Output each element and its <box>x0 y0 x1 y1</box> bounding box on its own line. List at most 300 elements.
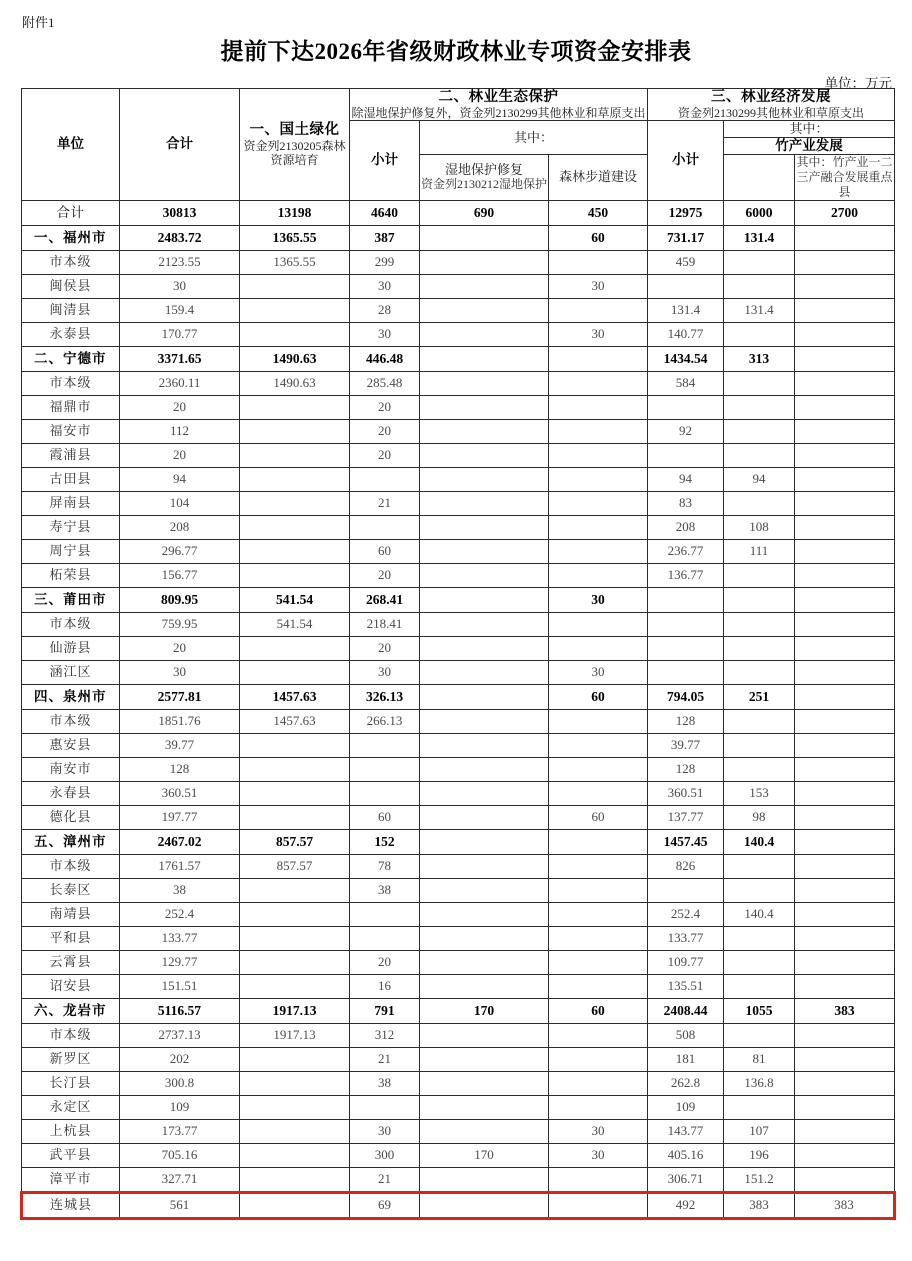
cell-value: 173.77 <box>120 1119 240 1143</box>
cell-value <box>549 926 648 950</box>
cell-value <box>549 1047 648 1071</box>
cell-value: 94 <box>120 467 240 491</box>
cell-value <box>724 660 795 684</box>
row-label: 市本级 <box>22 709 120 733</box>
cell-value: 327.71 <box>120 1167 240 1192</box>
cell-value <box>549 781 648 805</box>
cell-value <box>648 660 724 684</box>
cell-value <box>795 1095 895 1119</box>
row-label: 福安市 <box>22 419 120 443</box>
cell-value: 1434.54 <box>648 346 724 371</box>
table-row <box>22 563 895 587</box>
row-label: 上杭县 <box>22 1119 120 1143</box>
cell-value: 94 <box>648 467 724 491</box>
cell-value: 405.16 <box>648 1143 724 1167</box>
cell-value <box>350 515 420 539</box>
cell-value <box>648 274 724 298</box>
cell-value <box>795 539 895 563</box>
cell-value: 1457.63 <box>240 684 350 709</box>
cell-value: 218.41 <box>350 612 420 636</box>
cell-value: 809.95 <box>120 587 240 612</box>
cell-value <box>420 902 549 926</box>
cell-value: 541.54 <box>240 612 350 636</box>
cell-value <box>724 974 795 998</box>
row-label: 武平县 <box>22 1143 120 1167</box>
cell-value: 20 <box>350 419 420 443</box>
cell-value: 1917.13 <box>240 998 350 1023</box>
cell-value: 28 <box>350 298 420 322</box>
row-label: 仙游县 <box>22 636 120 660</box>
cell-value <box>420 781 549 805</box>
cell-value <box>795 250 895 274</box>
cell-value <box>795 395 895 419</box>
cell-value: 2577.81 <box>120 684 240 709</box>
cell-value: 2467.02 <box>120 829 240 854</box>
cell-value <box>240 1047 350 1071</box>
cell-value <box>648 612 724 636</box>
cell-value: 140.4 <box>724 902 795 926</box>
cell-value: 30 <box>549 1119 648 1143</box>
cell-value: 2700 <box>795 200 895 225</box>
table-header-row-1 <box>22 89 895 121</box>
cell-value: 30 <box>120 274 240 298</box>
table-row <box>22 1167 895 1192</box>
cell-value <box>240 636 350 660</box>
cell-value <box>420 1071 549 1095</box>
cell-value: 492 <box>648 1192 724 1218</box>
cell-value <box>420 467 549 491</box>
cell-value <box>795 1047 895 1071</box>
cell-value: 5116.57 <box>120 998 240 1023</box>
cell-value <box>648 636 724 660</box>
cell-value <box>240 878 350 902</box>
cell-value <box>549 1167 648 1192</box>
header-group3-subtotal-label: 小计 <box>672 152 700 168</box>
cell-value <box>724 878 795 902</box>
cell-value <box>549 298 648 322</box>
cell-value <box>240 733 350 757</box>
cell-value <box>724 395 795 419</box>
cell-value <box>795 878 895 902</box>
cell-value <box>420 539 549 563</box>
cell-value <box>795 974 895 998</box>
cell-value: 60 <box>549 225 648 250</box>
cell-value: 151.2 <box>724 1167 795 1192</box>
cell-value: 2737.13 <box>120 1023 240 1047</box>
table-row <box>22 539 895 563</box>
table-row <box>22 709 895 733</box>
table-row <box>22 1047 895 1071</box>
header-group2-note: 除湿地保护修复外，资金列2130299其他林业和草原支出 <box>351 106 646 121</box>
cell-value <box>420 395 549 419</box>
cell-value: 30 <box>350 274 420 298</box>
page-title: 提前下达2026年省级财政林业专项资金安排表 <box>220 39 692 64</box>
cell-value <box>420 684 549 709</box>
table-row <box>22 1023 895 1047</box>
table-row <box>22 419 895 443</box>
cell-value: 268.41 <box>350 587 420 612</box>
table-row <box>22 200 895 225</box>
cell-value <box>420 1047 549 1071</box>
cell-value: 60 <box>350 539 420 563</box>
cell-value <box>240 419 350 443</box>
cell-value <box>240 1143 350 1167</box>
cell-value <box>350 1095 420 1119</box>
cell-value <box>240 1095 350 1119</box>
cell-value <box>420 660 549 684</box>
cell-value: 131.4 <box>648 298 724 322</box>
cell-value: 360.51 <box>120 781 240 805</box>
cell-value <box>420 733 549 757</box>
cell-value <box>240 974 350 998</box>
cell-value: 197.77 <box>120 805 240 829</box>
cell-value <box>724 563 795 587</box>
table-row <box>22 395 895 419</box>
cell-value <box>724 612 795 636</box>
cell-value: 137.77 <box>648 805 724 829</box>
cell-value <box>549 539 648 563</box>
cell-value: 151.51 <box>120 974 240 998</box>
cell-value <box>724 926 795 950</box>
header-forest-trail-label: 森林步道建设 <box>559 169 638 185</box>
table-row <box>22 854 895 878</box>
cell-value: 156.77 <box>120 563 240 587</box>
table-row <box>22 660 895 684</box>
cell-value: 136.8 <box>724 1071 795 1095</box>
cell-value: 446.48 <box>350 346 420 371</box>
cell-value <box>549 491 648 515</box>
cell-value <box>795 684 895 709</box>
cell-value <box>420 709 549 733</box>
cell-value <box>795 1023 895 1047</box>
row-label: 六、龙岩市 <box>22 998 120 1023</box>
cell-value <box>724 322 795 346</box>
cell-value: 383 <box>795 998 895 1023</box>
cell-value <box>795 805 895 829</box>
table-row <box>22 371 895 395</box>
cell-value: 251 <box>724 684 795 709</box>
cell-value: 690 <box>420 200 549 225</box>
cell-value: 2360.11 <box>120 371 240 395</box>
table-row <box>22 1071 895 1095</box>
cell-value <box>795 1071 895 1095</box>
cell-value <box>795 733 895 757</box>
cell-value <box>549 757 648 781</box>
cell-value <box>240 1071 350 1095</box>
cell-value <box>549 636 648 660</box>
row-label: 惠安县 <box>22 733 120 757</box>
cell-value: 30 <box>549 660 648 684</box>
cell-value: 541.54 <box>240 587 350 612</box>
cell-value <box>795 950 895 974</box>
cell-value: 159.4 <box>120 298 240 322</box>
table-row <box>22 322 895 346</box>
header-group2-of-which-label: 其中： <box>514 129 554 145</box>
cell-value <box>240 395 350 419</box>
cell-value: 133.77 <box>648 926 724 950</box>
cell-value <box>795 491 895 515</box>
row-label: 德化县 <box>22 805 120 829</box>
cell-value <box>795 274 895 298</box>
cell-value <box>240 1119 350 1143</box>
cell-value: 299 <box>350 250 420 274</box>
cell-value: 4640 <box>350 200 420 225</box>
row-label: 市本级 <box>22 250 120 274</box>
unit-note: 单位：万元 <box>824 76 892 91</box>
table-row <box>22 636 895 660</box>
cell-value: 2408.44 <box>648 998 724 1023</box>
cell-value <box>240 563 350 587</box>
cell-value <box>350 757 420 781</box>
cell-value <box>724 1023 795 1047</box>
cell-value: 112 <box>120 419 240 443</box>
cell-value <box>420 515 549 539</box>
cell-value: 38 <box>120 878 240 902</box>
cell-value: 12975 <box>648 200 724 225</box>
header-group1-title: 一、国土绿化 <box>249 121 340 138</box>
cell-value: 383 <box>724 1192 795 1218</box>
cell-value: 38 <box>350 878 420 902</box>
row-label: 新罗区 <box>22 1047 120 1071</box>
cell-value <box>549 854 648 878</box>
table-row <box>22 974 895 998</box>
cell-value <box>549 467 648 491</box>
cell-value <box>420 829 549 854</box>
cell-value <box>549 563 648 587</box>
cell-value <box>795 443 895 467</box>
table-body <box>22 200 895 1218</box>
cell-value <box>420 1192 549 1218</box>
cell-value <box>795 709 895 733</box>
row-label: 云霄县 <box>22 950 120 974</box>
cell-value <box>420 878 549 902</box>
cell-value <box>240 491 350 515</box>
cell-value <box>648 587 724 612</box>
cell-value <box>795 1167 895 1192</box>
cell-value <box>420 926 549 950</box>
cell-value <box>240 443 350 467</box>
table-row <box>22 829 895 854</box>
cell-value: 791 <box>350 998 420 1023</box>
cell-value <box>350 781 420 805</box>
header-group3-subtotal <box>648 121 724 200</box>
header-group-land-greening <box>240 89 350 201</box>
budget-table <box>20 88 896 1220</box>
table-row <box>22 1095 895 1119</box>
cell-value <box>549 443 648 467</box>
row-label: 三、莆田市 <box>22 587 120 612</box>
cell-value <box>420 443 549 467</box>
cell-value: 383 <box>795 1192 895 1218</box>
cell-value <box>795 322 895 346</box>
cell-value: 170.77 <box>120 322 240 346</box>
cell-value: 81 <box>724 1047 795 1071</box>
header-group3-of-which-label: 其中： <box>789 121 829 137</box>
cell-value <box>549 395 648 419</box>
cell-value <box>240 322 350 346</box>
cell-value: 1490.63 <box>240 371 350 395</box>
row-label: 闽侯县 <box>22 274 120 298</box>
cell-value <box>420 371 549 395</box>
header-group2-subtotal <box>350 121 420 200</box>
cell-value <box>420 419 549 443</box>
header-group3-title: 三、林业经济发展 <box>711 89 832 105</box>
cell-value: 759.95 <box>120 612 240 636</box>
cell-value: 109.77 <box>648 950 724 974</box>
cell-value: 30 <box>350 322 420 346</box>
cell-value: 584 <box>648 371 724 395</box>
header-bamboo-industry <box>724 137 895 154</box>
cell-value: 94 <box>724 467 795 491</box>
cell-value: 153 <box>724 781 795 805</box>
cell-value: 202 <box>120 1047 240 1071</box>
cell-value: 78 <box>350 854 420 878</box>
cell-value <box>240 515 350 539</box>
cell-value <box>420 225 549 250</box>
cell-value <box>648 878 724 902</box>
cell-value <box>240 539 350 563</box>
cell-value: 2123.55 <box>120 250 240 274</box>
cell-value: 312 <box>350 1023 420 1047</box>
row-label: 合计 <box>22 200 120 225</box>
cell-value: 20 <box>350 395 420 419</box>
row-label: 永泰县 <box>22 322 120 346</box>
cell-value: 60 <box>549 998 648 1023</box>
cell-value <box>420 612 549 636</box>
cell-value: 92 <box>648 419 724 443</box>
cell-value <box>420 346 549 371</box>
cell-value: 111 <box>724 539 795 563</box>
cell-value: 20 <box>350 443 420 467</box>
cell-value: 20 <box>120 443 240 467</box>
table-row <box>22 298 895 322</box>
cell-value: 129.77 <box>120 950 240 974</box>
cell-value <box>549 878 648 902</box>
cell-value: 20 <box>350 950 420 974</box>
cell-value <box>795 1143 895 1167</box>
cell-value <box>724 757 795 781</box>
cell-value: 30 <box>120 660 240 684</box>
cell-value <box>795 515 895 539</box>
cell-value <box>350 733 420 757</box>
cell-value <box>420 1167 549 1192</box>
cell-value: 170 <box>420 998 549 1023</box>
cell-value: 196 <box>724 1143 795 1167</box>
row-label: 一、福州市 <box>22 225 120 250</box>
cell-value: 109 <box>648 1095 724 1119</box>
cell-value <box>350 926 420 950</box>
cell-value <box>549 902 648 926</box>
cell-value <box>240 757 350 781</box>
cell-value: 1917.13 <box>240 1023 350 1047</box>
header-total-label: 合计 <box>166 136 193 152</box>
table-row <box>22 467 895 491</box>
header-bamboo-key-county-label: 其中：竹产业一二三产融合发展重点县 <box>796 154 893 199</box>
cell-value <box>240 902 350 926</box>
cell-value: 21 <box>350 491 420 515</box>
cell-value <box>795 636 895 660</box>
cell-value: 306.71 <box>648 1167 724 1192</box>
cell-value <box>795 926 895 950</box>
table-row <box>22 733 895 757</box>
cell-value: 252.4 <box>648 902 724 926</box>
cell-value <box>420 587 549 612</box>
row-label: 市本级 <box>22 1023 120 1047</box>
header-group-eco-protection <box>350 89 648 121</box>
row-label: 柘荣县 <box>22 563 120 587</box>
row-label: 涵江区 <box>22 660 120 684</box>
cell-value: 133.77 <box>120 926 240 950</box>
cell-value: 128 <box>648 709 724 733</box>
cell-value <box>795 612 895 636</box>
table-row <box>22 926 895 950</box>
cell-value: 3371.65 <box>120 346 240 371</box>
row-label: 周宁县 <box>22 539 120 563</box>
cell-value <box>549 1071 648 1095</box>
table-row <box>22 781 895 805</box>
cell-value: 1490.63 <box>240 346 350 371</box>
table-row <box>22 1192 895 1218</box>
cell-value: 705.16 <box>120 1143 240 1167</box>
cell-value <box>795 587 895 612</box>
header-wetland-title: 湿地保护修复 <box>444 161 523 177</box>
header-bamboo-key-county <box>795 154 895 200</box>
row-label: 四、泉州市 <box>22 684 120 709</box>
cell-value: 794.05 <box>648 684 724 709</box>
table-row <box>22 491 895 515</box>
cell-value <box>724 371 795 395</box>
cell-value: 1457.63 <box>240 709 350 733</box>
cell-value: 128 <box>648 757 724 781</box>
cell-value <box>724 419 795 443</box>
cell-value: 170 <box>420 1143 549 1167</box>
cell-value: 1457.45 <box>648 829 724 854</box>
cell-value: 140.4 <box>724 829 795 854</box>
table-row <box>22 684 895 709</box>
cell-value <box>420 1119 549 1143</box>
cell-value <box>795 1119 895 1143</box>
cell-value <box>549 974 648 998</box>
cell-value: 152 <box>350 829 420 854</box>
cell-value <box>549 709 648 733</box>
table-row <box>22 225 895 250</box>
cell-value: 857.57 <box>240 854 350 878</box>
table-row <box>22 346 895 371</box>
header-bamboo-blank <box>724 154 795 200</box>
cell-value <box>549 1023 648 1047</box>
cell-value <box>549 346 648 371</box>
row-label: 南靖县 <box>22 902 120 926</box>
cell-value <box>240 1192 350 1218</box>
cell-value <box>795 371 895 395</box>
cell-value <box>240 926 350 950</box>
row-label: 市本级 <box>22 371 120 395</box>
table-row <box>22 1143 895 1167</box>
cell-value <box>420 1023 549 1047</box>
cell-value: 300.8 <box>120 1071 240 1095</box>
cell-value <box>549 612 648 636</box>
cell-value <box>420 854 549 878</box>
cell-value <box>724 1095 795 1119</box>
row-label: 古田县 <box>22 467 120 491</box>
cell-value <box>795 346 895 371</box>
cell-value <box>724 733 795 757</box>
cell-value: 208 <box>120 515 240 539</box>
cell-value <box>420 757 549 781</box>
cell-value <box>724 709 795 733</box>
row-label: 闽清县 <box>22 298 120 322</box>
cell-value: 450 <box>549 200 648 225</box>
